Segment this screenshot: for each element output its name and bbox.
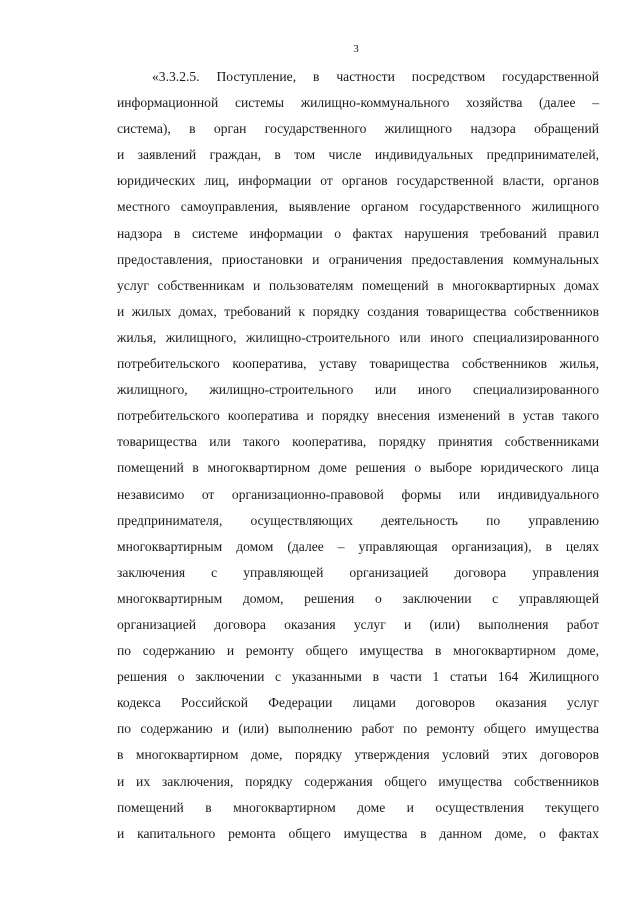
text-line: потребительского кооператива и порядку внесения изменений в устав такого [117,408,599,424]
text-line: кодекса Российской Федерации лицами договоров оказания услуг [117,695,599,711]
text-line: и жилых домах, требований к порядку создания товарищества собственников [117,303,599,319]
text-line: система), в орган государственного жилищного надзора обращений [117,121,599,137]
text-line: помещений в многоквартирном доме решения о выборе юридического лица [117,460,599,476]
text-line: юридических лиц, информации от органов государственной власти, органов [117,173,599,189]
text-line: решения о заключении с указанными в части 1 статьи 164 Жилищного [117,669,599,685]
text-line: по содержанию и (или) выполнению работ по ремонту общего имущества [117,721,599,737]
page-number: 3 [353,43,359,55]
text-line: многоквартирным домом, решения о заключении с управляющей [117,590,599,606]
text-line: многоквартирным домом (далее – управляющая организация), в целях [117,538,599,554]
text-line: услуг собственникам и пользователям помещений в многоквартирных домах [117,277,599,293]
text-line: предоставления, приостановки и ограничения предоставления коммунальных [117,251,599,267]
text-line: потребительского кооператива, уставу товарищества собственников жилья, [117,356,599,372]
text-line: помещений в многоквартирном доме и осуществления текущего [117,799,599,815]
text-line: товарищества или такого кооператива, порядку принятия собственниками [117,434,599,450]
text-line: и капитального ремонта общего имущества в данном доме, о фактах [117,825,599,841]
text-line: жилищного, жилищно-строительного или иного специализированного [117,382,599,398]
text-line: и заявлений граждан, в том числе индивидуальных предпринимателей, [117,147,599,163]
text-line: организацией договора оказания услуг и (или) выполнения работ [117,616,599,632]
text-line: предпринимателя, осуществляющих деятельность по управлению [117,512,599,528]
text-line: местного самоуправления, выявление органом государственного жилищного [117,199,599,215]
text-line: по содержанию и ремонту общего имущества в многоквартирном доме, [117,643,599,659]
text-line: надзора в системе информации о фактах нарушения требований правил [117,225,599,241]
text-line: заключения с управляющей организацией договора управления [117,564,599,580]
text-line: «3.3.2.5. Поступление, в частности посредством государственной [152,69,599,84]
text-line: жилья, жилищного, жилищно-строительного или иного специализированного [117,329,599,345]
text-line: в многоквартирном доме, порядку утверждения условий этих договоров [117,747,599,763]
text-line: информационной системы жилищно-коммунального хозяйства (далее – [117,95,599,111]
text-line: и их заключения, порядку содержания общего имущества собственников [117,773,599,789]
text-line: независимо от организационно-правовой формы или индивидуального [117,486,599,502]
body-paragraph [117,64,599,847]
